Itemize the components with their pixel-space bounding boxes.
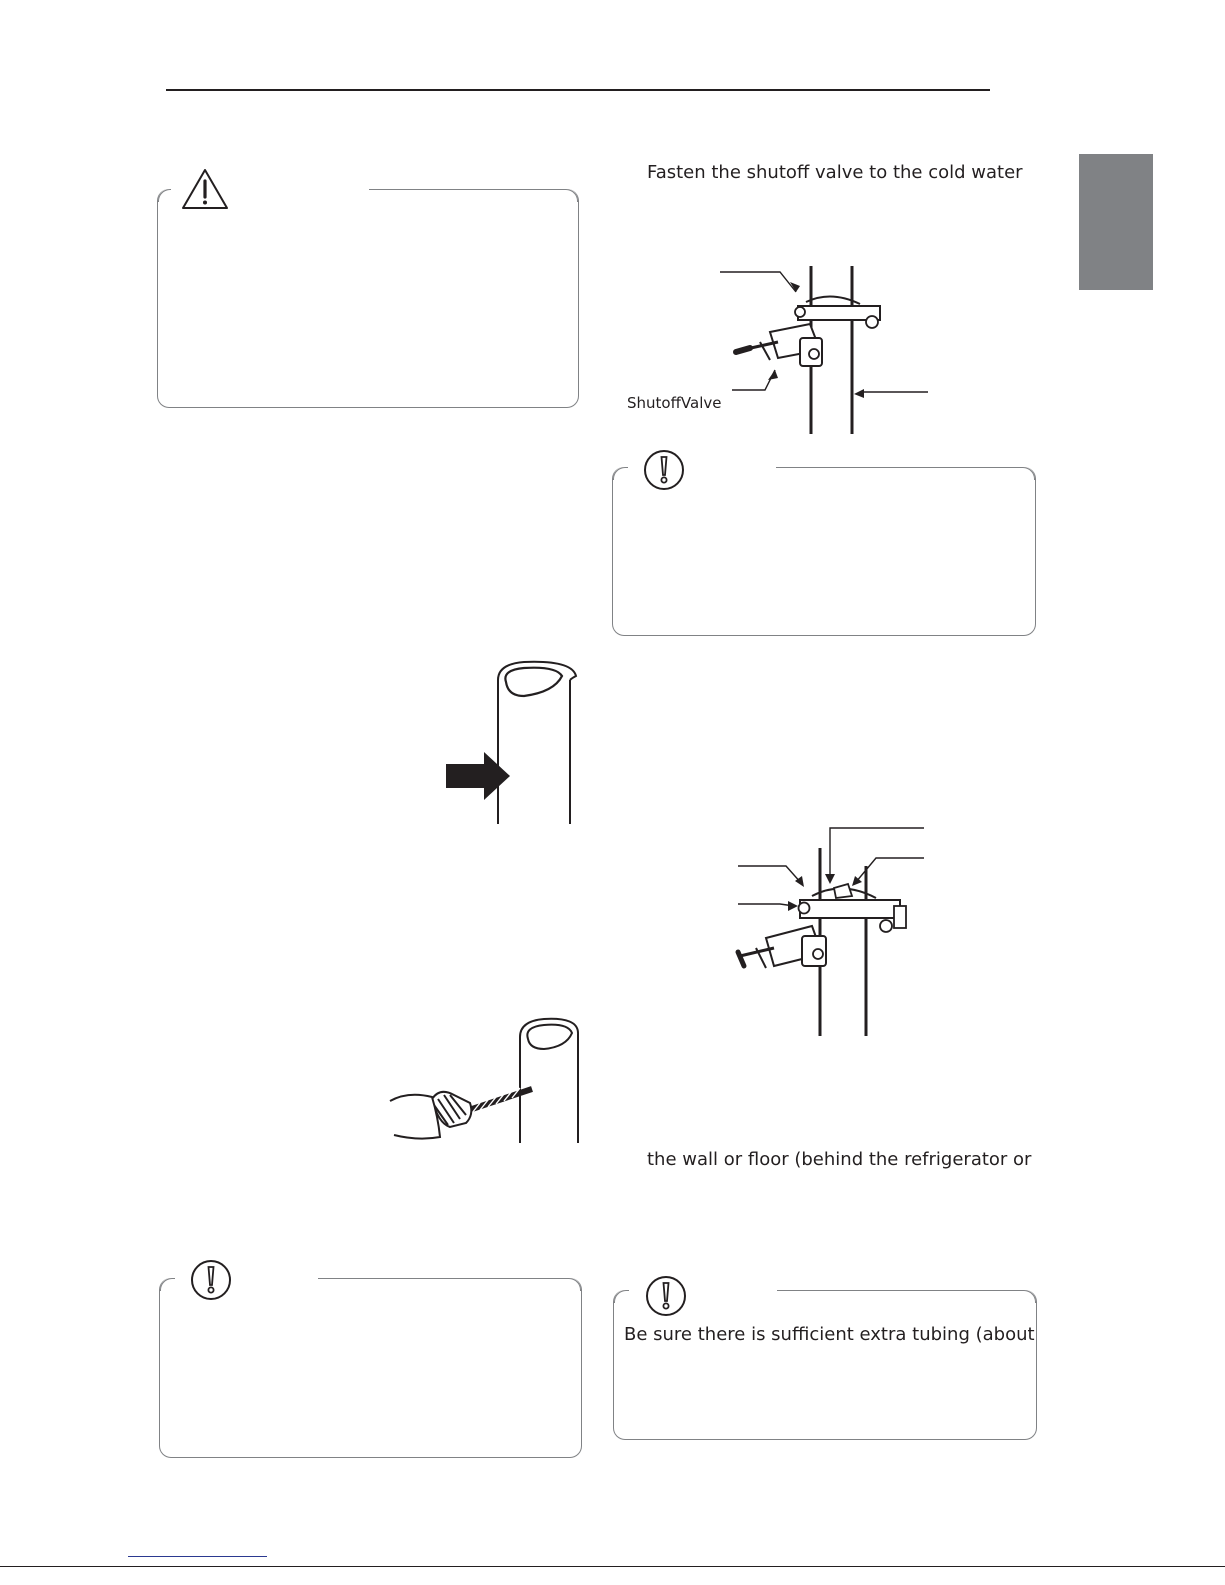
- note-box-2: [159, 1278, 582, 1458]
- valve-diagram-2: [736, 826, 932, 1040]
- caution-box: [157, 189, 579, 408]
- shutoff-valve-label: ShutoffValve: [627, 394, 722, 412]
- header-rule: [166, 89, 990, 91]
- warning-triangle-icon: [180, 167, 230, 211]
- pipe-arrow-illustration: [444, 658, 578, 826]
- exclamation-circle-icon: [643, 1274, 689, 1318]
- step-text-wall-floor: the wall or floor (behind the refrigerator or: [647, 1149, 1032, 1170]
- note-text-tubing: Be sure there is sufficient extra tubing (about: [624, 1324, 1035, 1345]
- pipe-drill-illustration: [388, 1015, 580, 1147]
- exclamation-circle-icon: [641, 448, 687, 492]
- footer-rule: [0, 1566, 1225, 1567]
- note-box-1: [612, 467, 1036, 636]
- exclamation-circle-icon: [188, 1258, 234, 1302]
- footer-link-underline[interactable]: [128, 1556, 267, 1557]
- section-tab: [1079, 154, 1153, 290]
- step-text-fasten: Fasten the shutoff valve to the cold water: [647, 162, 1023, 183]
